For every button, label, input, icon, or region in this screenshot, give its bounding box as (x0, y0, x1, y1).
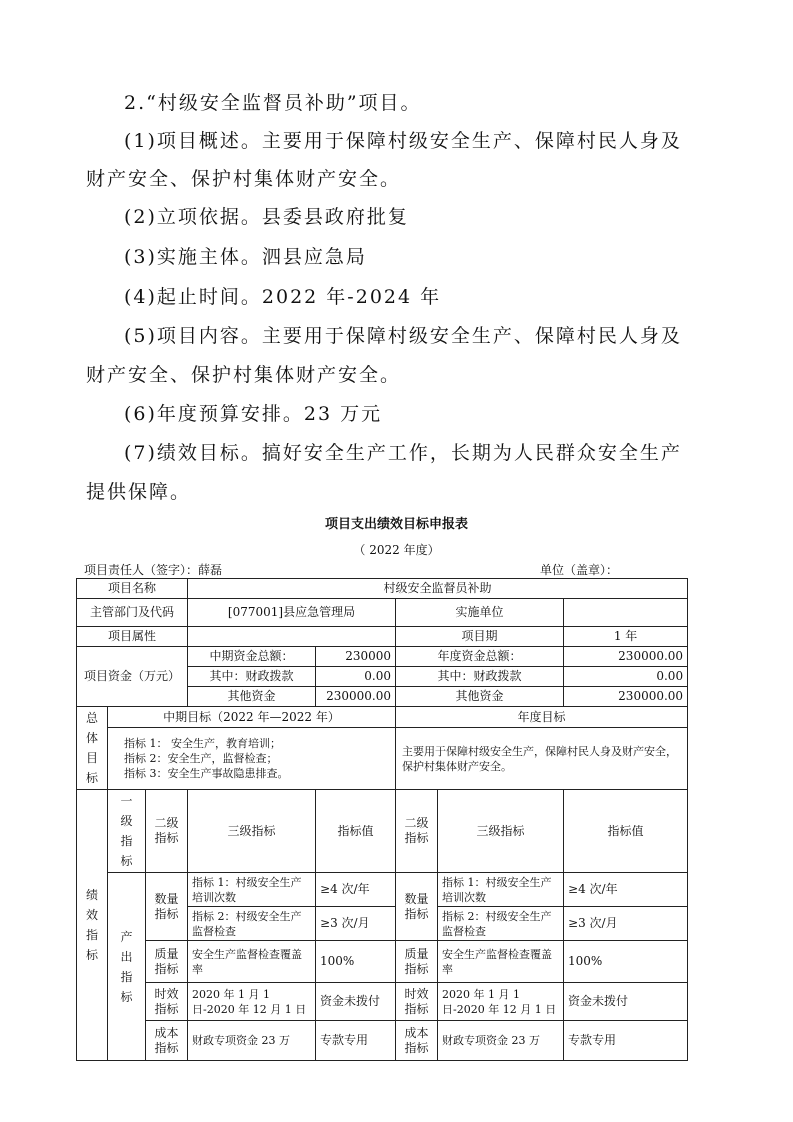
mid-goal-header: 中期目标（2022 年—2022 年） (108, 707, 396, 728)
period-value: 1 年 (564, 627, 688, 647)
overview-paragraph: (1)项目概述。主要用于保障村级安全生产、保障村民人身及 (124, 130, 682, 152)
fund-label: 项目资金（万元） (77, 647, 188, 707)
value-header-left: 指标值 (316, 790, 396, 873)
value-header-right: 指标值 (564, 790, 688, 873)
year-other-value: 230000.00 (564, 687, 688, 707)
year-total-value: 230000.00 (564, 647, 688, 667)
quality-label-right: 质量指标 (396, 941, 438, 983)
indicator-1-value-right: ≥4 次/年 (564, 873, 688, 907)
project-name-value: 村级安全监督员补助 (188, 579, 688, 599)
attr-value (188, 627, 396, 647)
timeliness-indicator-right: 2020 年 1 月 1 日-2020 年 12 月 1 日 (438, 983, 564, 1021)
timeliness-indicator-left: 2020 年 1 月 1 日-2020 年 12 月 1 日 (188, 983, 316, 1021)
cost-indicator-right: 财政专项资金 23 万 (438, 1021, 564, 1061)
indicator-2-value-right: ≥3 次/月 (564, 907, 688, 941)
mid-goal-1: 指标 1： 安全生产，教育培训； (124, 737, 281, 751)
cost-value-right: 专款专用 (564, 1021, 688, 1061)
project-name-label: 项目名称 (77, 579, 188, 599)
mid-fiscal-label: 其中：财政拨款 (188, 667, 316, 687)
goal-paragraph-cont: 提供保障。 (86, 481, 192, 503)
lvl3-header-right: 三级指标 (438, 790, 564, 873)
mid-other-value: 230000.00 (316, 687, 396, 707)
year-other-label: 其他资金 (396, 687, 564, 707)
mid-other-label: 其他资金 (188, 687, 316, 707)
year-fiscal-value: 0.00 (564, 667, 688, 687)
impl-unit-label: 实施单位 (396, 599, 564, 627)
indicator-2-right: 指标 2：村级安全生产监督检查 (438, 907, 564, 941)
impl-unit-value (564, 599, 688, 627)
unit-stamp: 单位（盖章）： (540, 563, 619, 577)
goal-paragraph: (7)绩效目标。搞好安全生产工作，长期为人民群众安全生产 (124, 442, 682, 464)
year-goal-header: 年度目标 (396, 707, 688, 728)
overall-goal-label: 总体目标 (77, 707, 108, 790)
indicator-1-value-left: ≥4 次/年 (316, 873, 396, 907)
indicator-2-value-left: ≥3 次/月 (316, 907, 396, 941)
cost-label-left: 成本指标 (146, 1021, 188, 1061)
basis-paragraph: (2)立项依据。县委县政府批复 (124, 206, 409, 228)
dept-value: [077001]县应急管理局 (188, 599, 396, 627)
quality-indicator-left: 安全生产监督检查覆盖率 (188, 941, 316, 983)
timeliness-value-right: 资金未拨付 (564, 983, 688, 1021)
content-paragraph: (5)项目内容。主要用于保障村级安全生产、保障村民人身及 (124, 325, 682, 347)
mid-goals-cell (108, 728, 396, 790)
lvl2-header-right: 二级指标 (396, 790, 438, 873)
cost-label-right: 成本指标 (396, 1021, 438, 1061)
mid-fiscal-value: 0.00 (316, 667, 396, 687)
period-paragraph: (4)起止时间。2022 年-2024 年 (124, 286, 442, 308)
heading-paragraph: 2.“村级安全监督员补助”项目。 (124, 92, 422, 114)
quality-label-left: 质量指标 (146, 941, 188, 983)
quantity-label-left: 数量指标 (146, 873, 188, 941)
year-goal-cell: 主要用于保障村级安全生产，保障村民人身及财产安全，保护村集体财产安全。 (396, 728, 688, 790)
quantity-label-right: 数量指标 (396, 873, 438, 941)
indicator-2-left: 指标 2：村级安全生产监督检查 (188, 907, 316, 941)
cost-value-left: 专款专用 (316, 1021, 396, 1061)
attr-label: 项目属性 (77, 627, 188, 647)
output-indicator-label: 产出指标 (108, 873, 146, 1061)
lvl1-header: 一级指标 (108, 790, 146, 873)
year-fiscal-label: 其中：财政拨款 (396, 667, 564, 687)
quality-value-left: 100% (316, 941, 396, 983)
perf-indicator-label: 绩效指标 (77, 790, 108, 1061)
quality-value-right: 100% (564, 941, 688, 983)
dept-label: 主管部门及代码 (77, 599, 188, 627)
mid-goal-2: 指标 2：安全生产，监督检查； (124, 752, 278, 766)
mid-goal-3: 指标 3：安全生产事故隐患排查。 (124, 767, 289, 781)
timeliness-label-left: 时效指标 (146, 983, 188, 1021)
mid-total-value: 230000 (316, 647, 396, 667)
budget-paragraph: (6)年度预算安排。23 万元 (124, 403, 383, 425)
overview-paragraph-cont: 财产安全、保护村集体财产安全。 (86, 168, 402, 190)
year-total-label: 年度资金总额： (396, 647, 564, 667)
content-paragraph-cont: 财产安全、保护村集体财产安全。 (86, 364, 402, 386)
form-title: 项目支出绩效目标申报表 (324, 517, 468, 532)
indicator-1-left: 指标 1：村级安全生产培训次数 (188, 873, 316, 907)
cost-indicator-left: 财政专项资金 23 万 (188, 1021, 316, 1061)
implementer-paragraph: (3)实施主体。泗县应急局 (124, 246, 367, 268)
indicator-1-right: 指标 1：村级安全生产培训次数 (438, 873, 564, 907)
performance-form-table (76, 578, 688, 1061)
responsible-person: 项目责任人（签字）：薛磊 (84, 563, 223, 577)
timeliness-value-left: 资金未拨付 (316, 983, 396, 1021)
lvl2-header-left: 二级指标 (146, 790, 188, 873)
form-year: （ 2022 年度） (353, 543, 440, 557)
timeliness-label-right: 时效指标 (396, 983, 438, 1021)
quality-indicator-right: 安全生产监督检查覆盖率 (438, 941, 564, 983)
mid-total-label: 中期资金总额： (188, 647, 316, 667)
lvl3-header-left: 三级指标 (188, 790, 316, 873)
period-label: 项目期 (396, 627, 564, 647)
